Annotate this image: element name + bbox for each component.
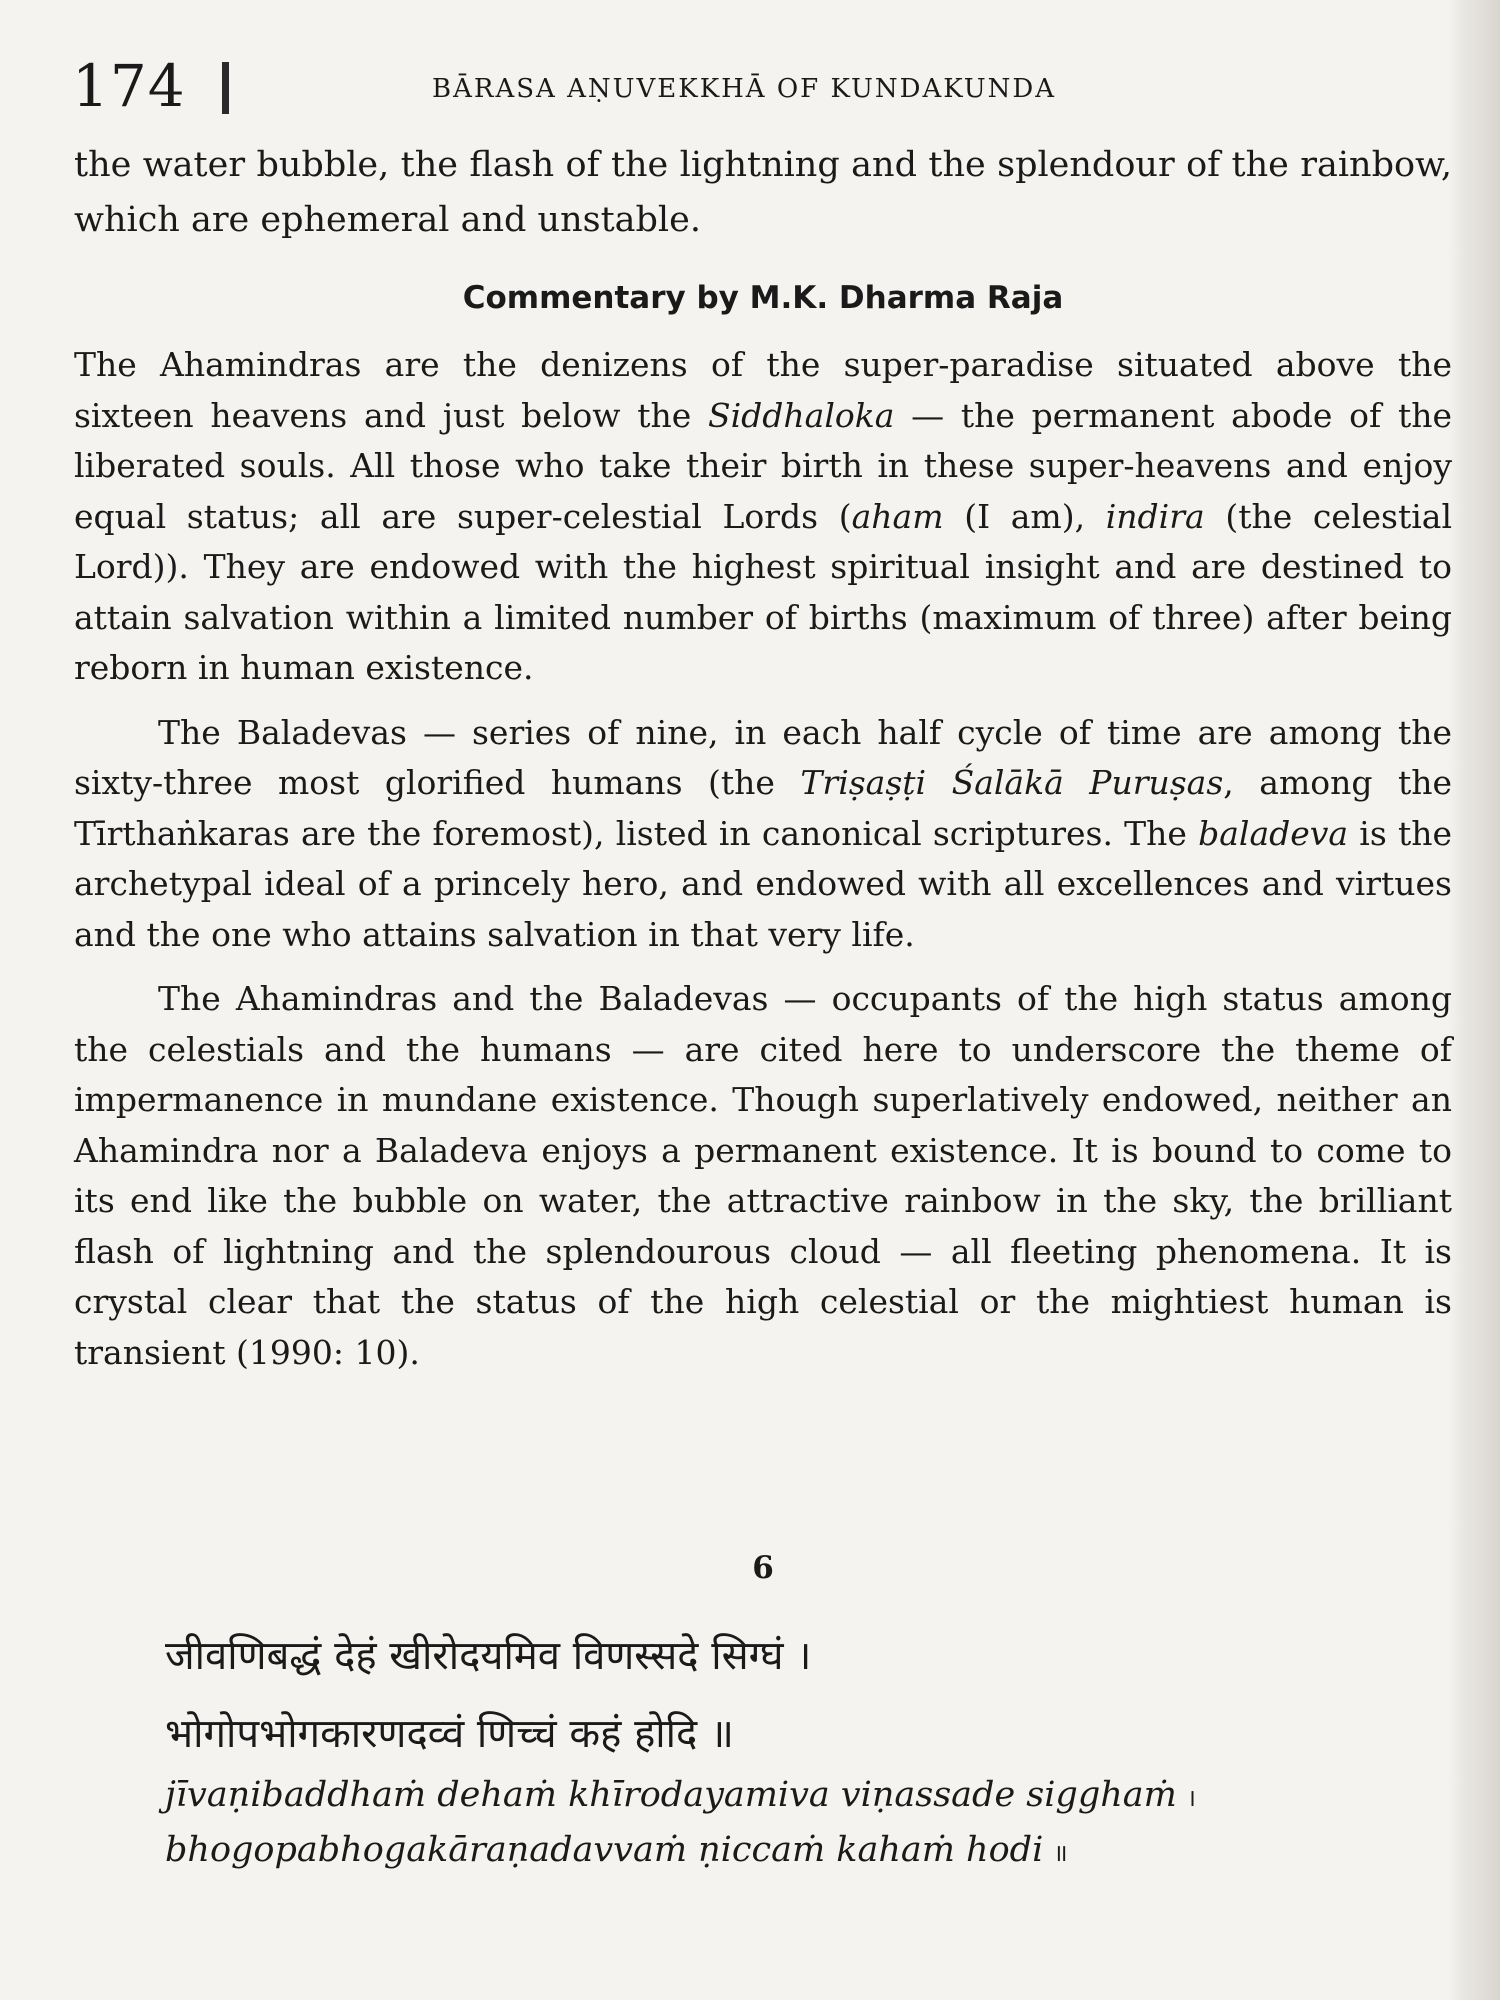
commentary-paragraph-2 [74, 708, 1452, 961]
p1-term-siddhaloka: Siddhaloka [707, 395, 895, 435]
commentary-heading: Commentary by M.K. Dharma Raja [462, 280, 1064, 316]
transliteration-line-2 [165, 1830, 1068, 1870]
running-head: BĀRASA AṆUVEKKHĀ OF KUNDAKUNDA [432, 74, 1057, 104]
danda-mark: । [1186, 1784, 1196, 1812]
continued-paragraph-text: the water bubble, the flash of the lightning and the splendour of the rainbow, which are ephemeral and unstable. [74, 145, 1452, 240]
devanagari-verse-line-1: जीवणिबद्धं देहं खीरोदयमिव विणस्सदे सिग्घं । [165, 1633, 812, 1679]
verse-number: 6 [752, 1550, 774, 1586]
transliteration-line-1-text: jīvaṇibaddhaṁ dehaṁ khīrodayamiva viṇassade sigghaṁ [165, 1775, 1177, 1815]
page-number: 174 [72, 52, 186, 120]
p2-text-a: The Baladevas — series of nine, in each half cycle of time are among the sixty-three most glorified humans (the [74, 712, 1452, 802]
page-header [72, 52, 1452, 122]
p1-text-g: (the celestial Lord)). They are endowed with the highest spiritual insight and are destined to attain salvation within a limited number of births (maximum of three) after being reborn in human existence. [74, 496, 1452, 687]
p1-text-c: — the permanent abode of the liberated souls. All those who take their birth in these super-heavens and enjoy equal status; all are super-celestial Lords ( [74, 395, 1452, 536]
page-number-rule [222, 62, 229, 114]
commentary-paragraph-1 [74, 340, 1452, 694]
p1-text-a: The Ahamindras are the denizens of the super-paradise situated above the sixteen heavens and just below the [74, 345, 1452, 435]
p1-term-aham: aham [851, 496, 944, 536]
transliteration-line-2-text: bhogopabhogakāraṇadavvaṁ ṇiccaṁ kahaṁ hodi [165, 1830, 1044, 1870]
transliteration-line-1 [165, 1775, 1196, 1815]
commentary-body [74, 340, 1452, 1378]
double-danda-mark: ॥ [1053, 1839, 1068, 1867]
p2-term-baladeva: baladeva [1198, 813, 1349, 853]
p2-text-e: is the archetypal ideal of a princely hero, and endowed with all excellences and virtues and the one who attains salvation in that very life. [74, 813, 1453, 954]
p1-term-indira: indira [1105, 496, 1205, 536]
p1-text-e: (I am), [943, 496, 1106, 536]
commentary-paragraph-3: The Ahamindras and the Baladevas — occupants of the high status among the celestials and the humans — are cited here to underscore the theme of impermanence in mundane existence. Though superlatively endowed, neither an Ahamindra nor a Baladeva enjoys a permanent existence. It is bound to come to its end like the bubble on water, the attractive rainbow in the sky, the brilliant flash of lightning and the splendourous cloud — all fleeting phenomena. It is crystal clear that the status of the high celestial or the mightiest human is transient (1990: 10). [74, 979, 1452, 1372]
devanagari-verse-line-2: भोगोपभोगकारणदव्वं णिच्चं कहं होदि ॥ [165, 1711, 734, 1757]
continued-paragraph [74, 138, 1452, 248]
facing-page-edge [1448, 0, 1500, 2000]
p2-text-c: , among the Tīrthaṅkaras are the foremost), listed in canonical scriptures. The [74, 763, 1453, 853]
p2-term-trisasti: Triṣaṣṭi Śalākā Puruṣas [800, 763, 1224, 802]
